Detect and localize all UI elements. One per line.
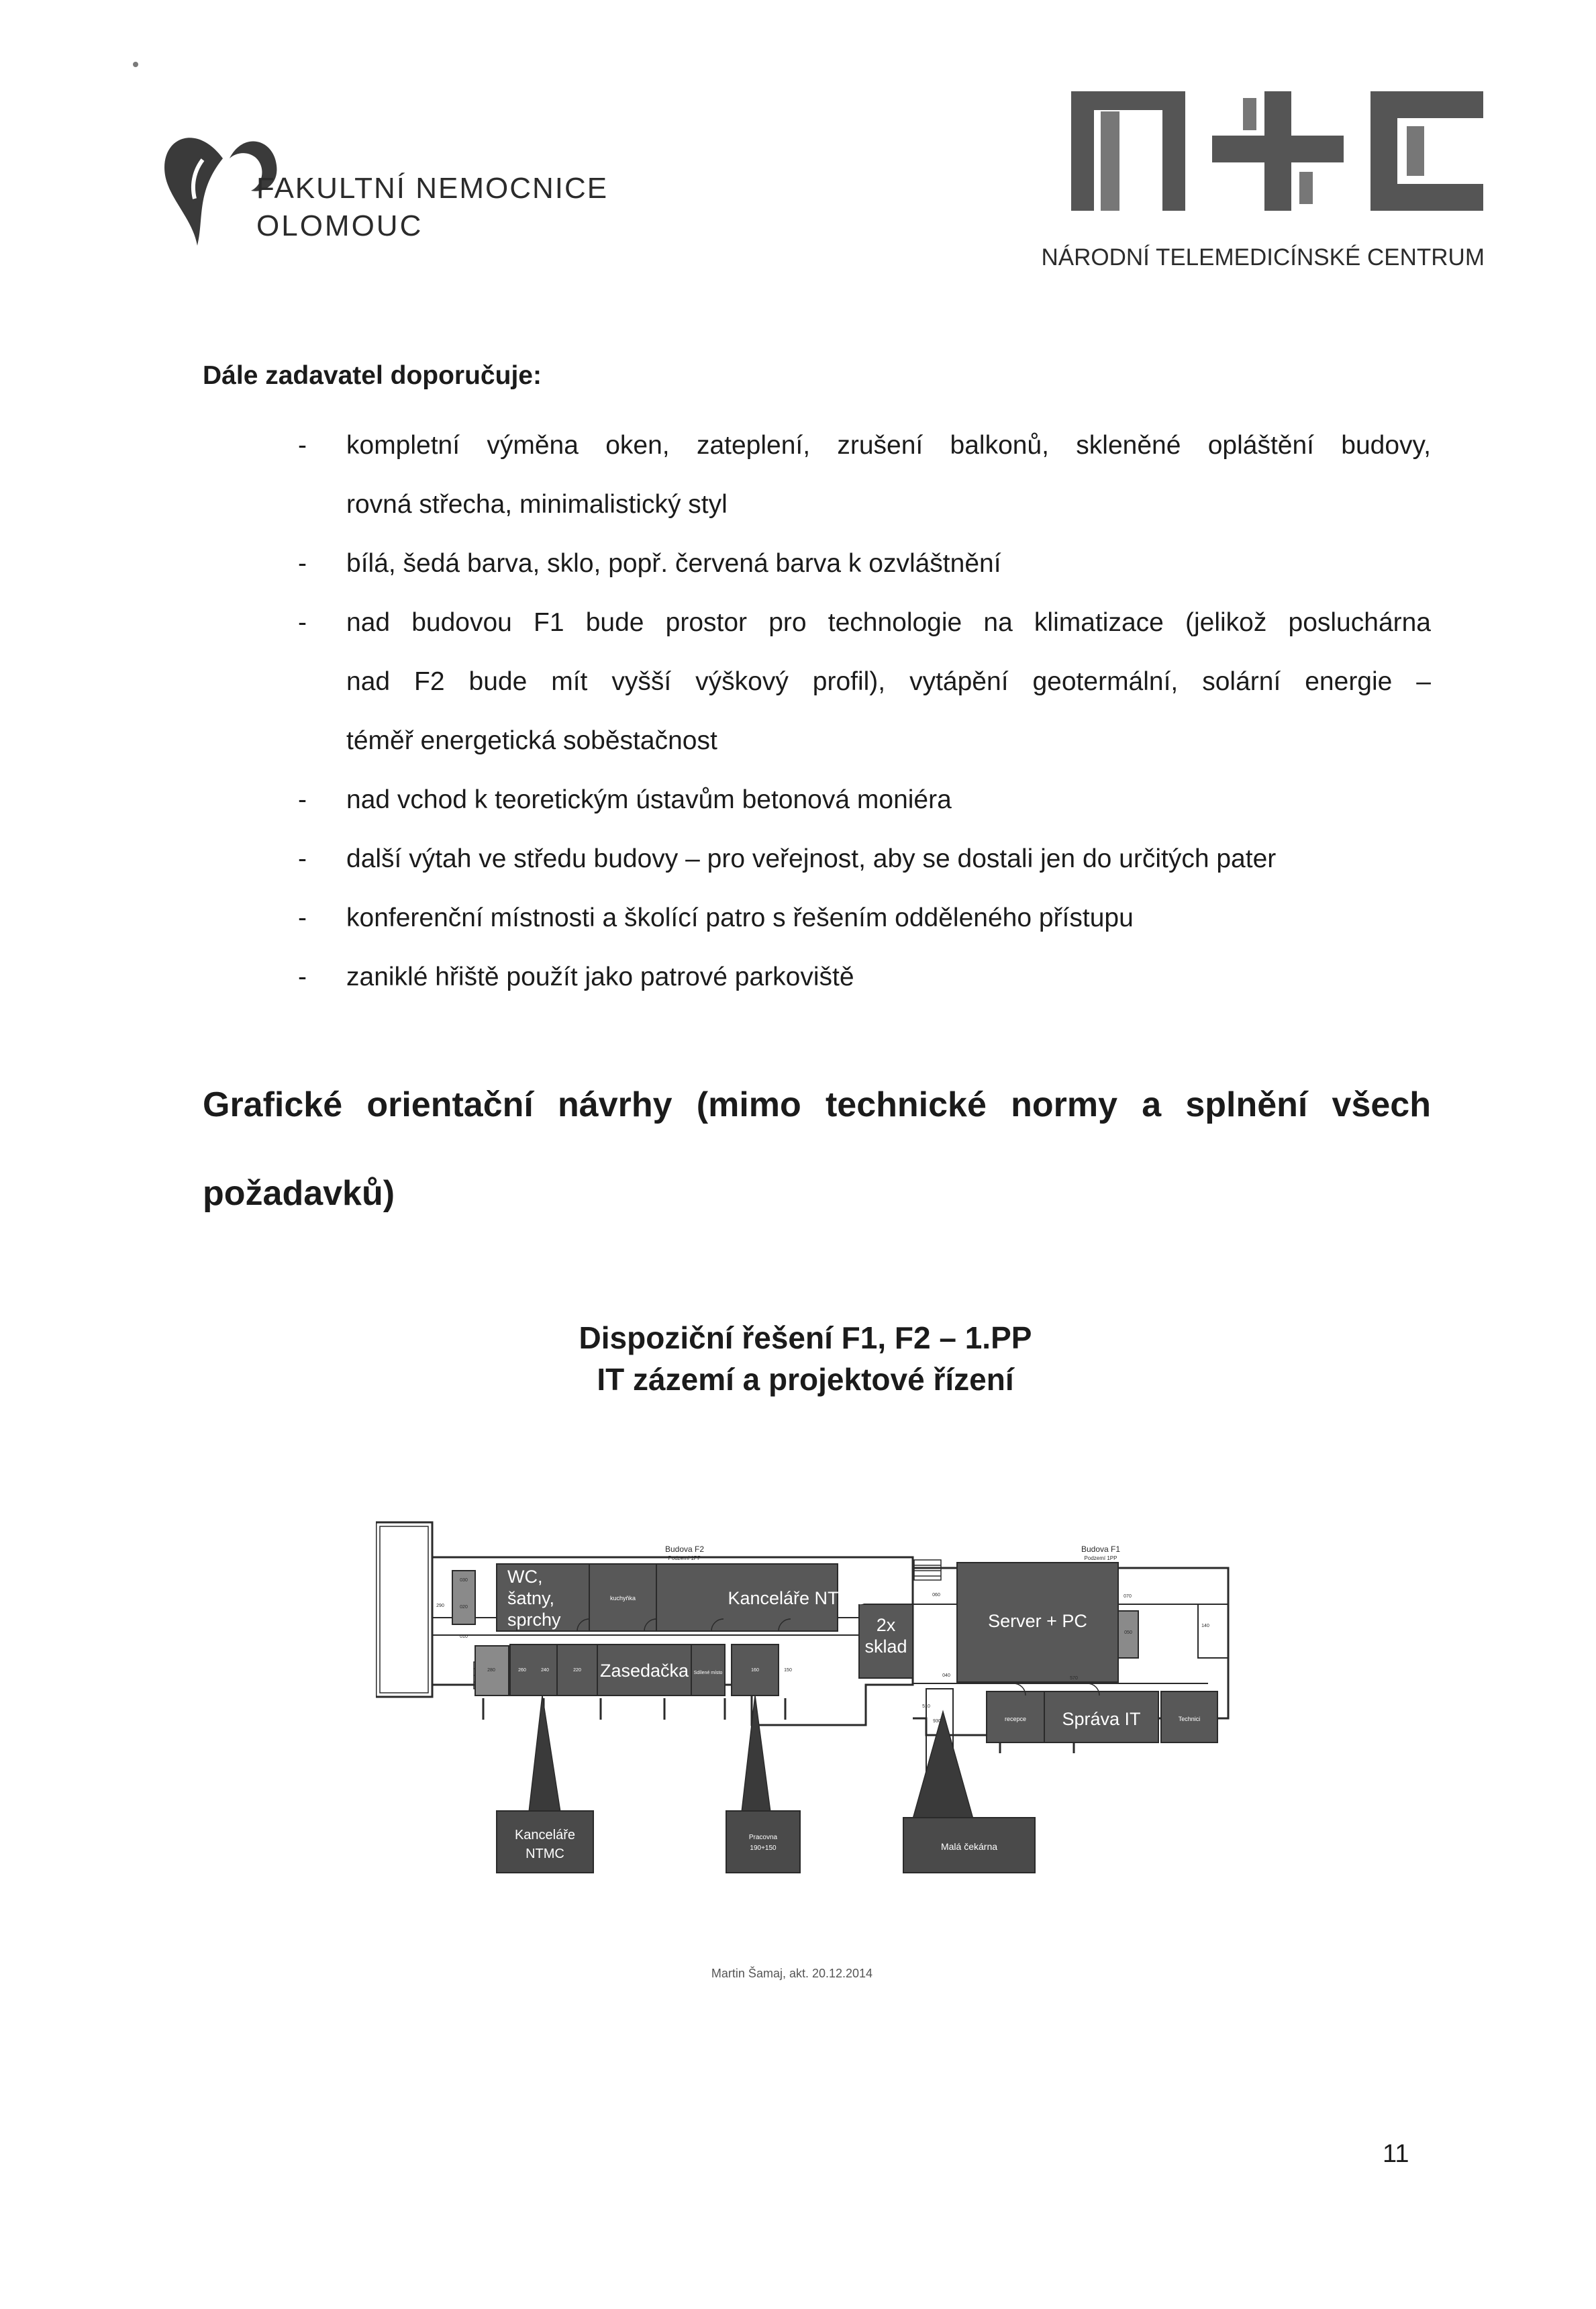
section-heading-line1: Grafické orientační návrhy (mimo technické normy a splnění všech bbox=[203, 1085, 1431, 1124]
callout-pointer bbox=[913, 1712, 973, 1819]
room-label: šatny, bbox=[507, 1588, 555, 1608]
room-number: 140 bbox=[1201, 1624, 1209, 1628]
list-item-line: nad budovou F1 bude prostor pro technologie na klimatizace (jelikož posluchárna bbox=[346, 608, 1431, 637]
list-item bbox=[203, 593, 1431, 771]
room-number: 160 bbox=[751, 1668, 759, 1673]
room-label: Zasedačka bbox=[599, 1661, 689, 1681]
figure-title-line1: Dispoziční řešení F1, F2 – 1.PP bbox=[579, 1320, 1032, 1355]
room-label: Server + PC bbox=[988, 1611, 1087, 1631]
room-number: 050 bbox=[1124, 1630, 1132, 1635]
list-item bbox=[203, 771, 1431, 830]
list-item-line: rovná střecha, minimalistický styl bbox=[346, 490, 728, 519]
list-item bbox=[203, 830, 1431, 889]
list-item bbox=[203, 948, 1431, 1007]
list-item-line: další výtah ve středu budovy – pro veřejnost, aby se dostali jen do určitých pater bbox=[346, 844, 1277, 873]
room-label: sklad bbox=[864, 1636, 907, 1657]
list-dash: - bbox=[298, 844, 307, 873]
lead-heading: Dále zadavatel doporučuje: bbox=[203, 361, 542, 390]
page-number: 11 bbox=[1383, 2140, 1409, 2168]
callout-label: Kanceláře bbox=[514, 1828, 576, 1843]
list-dash: - bbox=[298, 431, 307, 460]
room-number: 240 bbox=[541, 1668, 549, 1673]
list-item bbox=[203, 534, 1431, 593]
room-240 bbox=[510, 1644, 557, 1696]
callout-label: Pracovna bbox=[748, 1834, 778, 1841]
room-number: 280 bbox=[487, 1668, 495, 1673]
list-item bbox=[203, 416, 1431, 534]
hospital-name-line1: FAKULTNÍ NEMOCNICE bbox=[256, 172, 609, 205]
hospital-name-line2: OLOMOUC bbox=[256, 209, 423, 242]
building-f1-label: Budova F1 bbox=[1081, 1544, 1121, 1554]
center-name: NÁRODNÍ TELEMEDICÍNSKÉ CENTRUM bbox=[1041, 244, 1485, 271]
list-item-line: kompletní výměna oken, zateplení, zrušení balkonů, skleněné opláštění budovy, bbox=[346, 431, 1431, 460]
list-item bbox=[203, 889, 1431, 948]
room-label: Správa IT bbox=[1062, 1709, 1141, 1729]
list-item-line: zaniklé hřiště použít jako patrové parkoviště bbox=[346, 963, 854, 991]
room-number: 570 bbox=[1070, 1676, 1078, 1681]
figure-title-line2: IT zázemí a projektové řízení bbox=[597, 1362, 1014, 1397]
room-number: 220 bbox=[573, 1668, 581, 1673]
recommendation-list bbox=[203, 416, 1431, 1007]
room-number: 150 bbox=[784, 1668, 792, 1673]
figure-credit: Martin Šamaj, akt. 20.12.2014 bbox=[711, 1967, 873, 1980]
room-number: 030 bbox=[460, 1578, 468, 1583]
room-number: 260 bbox=[518, 1668, 526, 1673]
room-number: 020 bbox=[460, 1605, 468, 1610]
callout-pointer bbox=[529, 1696, 560, 1812]
room-label: 2x bbox=[876, 1615, 896, 1635]
list-dash: - bbox=[298, 963, 307, 991]
floor-plan bbox=[376, 1504, 1248, 1906]
room-label: WC, bbox=[507, 1567, 543, 1587]
room-number: 010 bbox=[460, 1634, 468, 1639]
room-sdilene bbox=[691, 1644, 725, 1696]
callout-label: 190+150 bbox=[750, 1845, 777, 1852]
room-number: 070 bbox=[1124, 1594, 1132, 1599]
room-number: 060 bbox=[932, 1593, 940, 1598]
list-item-line: nad F2 bude mít vyšší výškový profil), vytápění geotermální, solární energie – bbox=[346, 667, 1431, 696]
callout-pracovna bbox=[726, 1811, 800, 1873]
list-item-line: bílá, šedá barva, sklo, popř. červená barva k ozvláštnění bbox=[346, 549, 1001, 578]
list-item-line: nad vchod k teoretickým ústavům betonová moniéra bbox=[346, 785, 952, 814]
callout-label: NTMC bbox=[526, 1847, 564, 1861]
callout-pointer bbox=[742, 1696, 770, 1812]
list-dash: - bbox=[298, 608, 307, 637]
callout-label: Malá čekárna bbox=[940, 1841, 998, 1852]
room-number: 290 bbox=[436, 1604, 444, 1608]
room-number: 930 bbox=[933, 1719, 941, 1724]
ntmc-logo bbox=[1071, 91, 1483, 211]
list-item-line: konferenční místnosti a školící patro s řešením odděleného přístupu bbox=[346, 903, 1134, 932]
room-label: sprchy bbox=[507, 1610, 561, 1630]
room-label: kuchyňka bbox=[609, 1595, 636, 1602]
building-f1-sub: Podzemí 1PP bbox=[1084, 1555, 1117, 1561]
figure-title bbox=[470, 1317, 1141, 1400]
room-label: Kanceláře NTMC bbox=[728, 1588, 867, 1608]
list-dash: - bbox=[298, 785, 307, 814]
list-dash: - bbox=[298, 549, 307, 578]
building-f2-label: Budova F2 bbox=[664, 1544, 705, 1554]
section-heading-line2: požadavků) bbox=[203, 1174, 395, 1213]
room-label: Sdílené místo bbox=[693, 1671, 723, 1675]
list-dash: - bbox=[298, 903, 307, 932]
room-number: 040 bbox=[942, 1673, 950, 1678]
scan-speck bbox=[133, 62, 138, 67]
room-label: recepce bbox=[1004, 1716, 1027, 1722]
building-f2-sub: Podzemí 1PP bbox=[668, 1555, 701, 1561]
section-heading bbox=[203, 1061, 1431, 1238]
room-label: Technici bbox=[1178, 1716, 1201, 1722]
list-item-line: téměř energetická soběstačnost bbox=[346, 726, 717, 755]
room-number: 510 bbox=[922, 1704, 930, 1709]
